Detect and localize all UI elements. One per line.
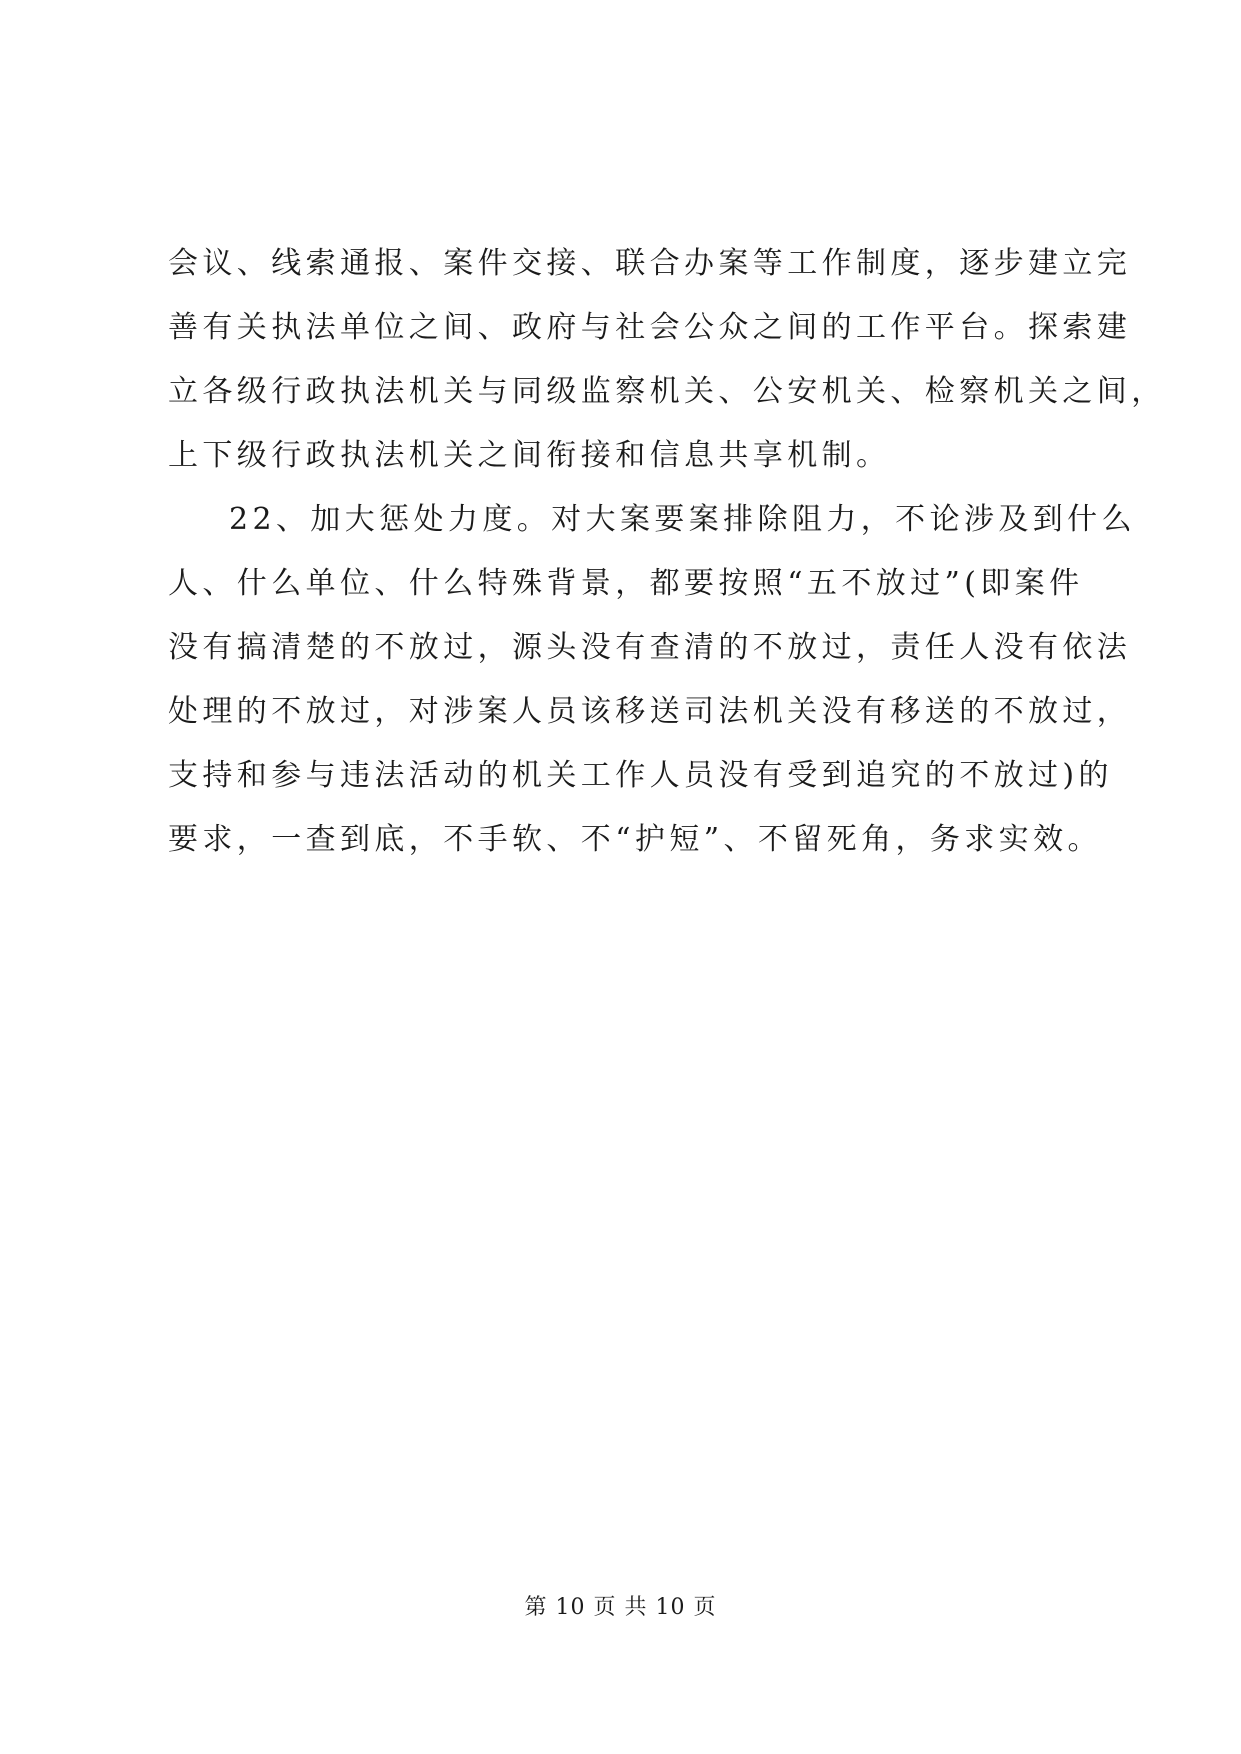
paragraph-line: 支持和参与违法活动的机关工作人员没有受到追究的不放过)的 <box>168 758 1113 793</box>
paragraph-1 <box>168 232 1166 488</box>
document-body <box>168 232 1166 872</box>
paragraph-line: 要求，一查到底，不手软、不“护短”、不留死角，务求实效。 <box>168 822 1102 857</box>
paragraph-line: 没有搞清楚的不放过，源头没有查清的不放过，责任人没有依法 <box>168 630 1132 665</box>
paragraph-line: 会议、线索通报、案件交接、联合办案等工作制度，逐步建立完 <box>168 246 1132 281</box>
paragraph-line: 处理的不放过，对涉案人员该移送司法机关没有移送的不放过， <box>168 694 1132 729</box>
paragraph-line: 22、加大惩处力度。对大案要案排除阻力，不论涉及到什么 <box>229 502 1136 537</box>
paragraph-line: 善有关执法单位之间、政府与社会公众之间的工作平台。探索建 <box>168 310 1132 345</box>
paragraph-line: 人、什么单位、什么特殊背景，都要按照“五不放过”(即案件 <box>168 566 1084 601</box>
paragraph-2 <box>168 488 1136 872</box>
page-number-footer: 第 10 页 共 10 页 <box>524 1595 717 1620</box>
paragraph-line: 立各级行政执法机关与同级监察机关、公安机关、检察机关之间， <box>168 374 1166 409</box>
paragraph-line: 上下级行政执法机关之间衔接和信息共享机制。 <box>168 438 891 473</box>
